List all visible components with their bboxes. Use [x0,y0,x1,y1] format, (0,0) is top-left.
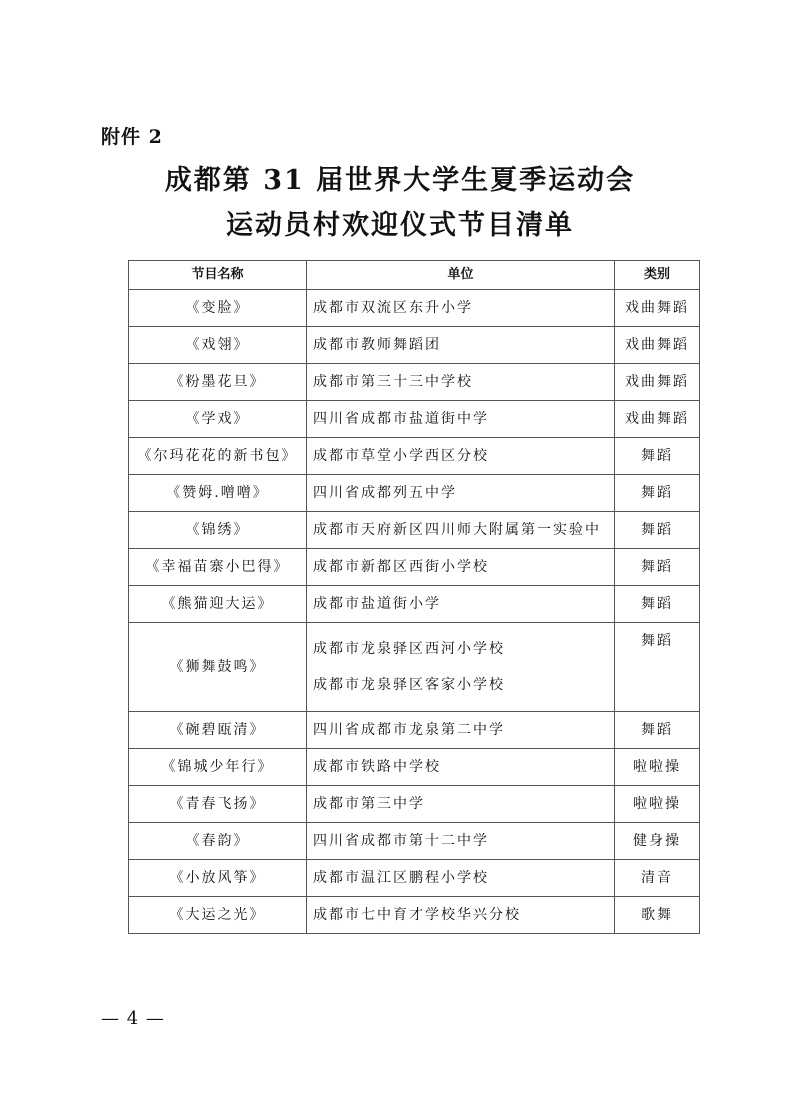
program-name-cell: 《大运之光》 [129,897,307,934]
program-name-cell: 《青春飞扬》 [129,786,307,823]
unit-name: 成都市第三十三中学校 [313,374,473,390]
unit-cell [307,786,615,823]
table-row [129,860,700,897]
header-category: 类别 [615,261,700,290]
category-cell: 舞蹈 [615,512,700,549]
category-cell: 清音 [615,860,700,897]
category-cell: 舞蹈 [615,438,700,475]
document-title-line-2: 运动员村欢迎仪式节目清单 [226,210,574,241]
unit-cell [307,438,615,475]
category-cell: 舞蹈 [615,586,700,623]
table-row [129,438,700,475]
unit-name: 成都市温江区鹏程小学校 [313,870,489,886]
unit-cell [307,712,615,749]
unit-name: 成都市天府新区四川师大附属第一实验中 [313,522,601,538]
category-cell: 戏曲舞蹈 [615,401,700,438]
table-row [129,364,700,401]
program-name-cell: 《尔玛花花的新书包》 [129,438,307,475]
category-cell: 啦啦操 [615,749,700,786]
program-name-cell: 《春韵》 [129,823,307,860]
category-cell: 舞蹈 [615,475,700,512]
table-row [129,712,700,749]
category-cell: 舞蹈 [615,712,700,749]
table-row [129,290,700,327]
table-row [129,327,700,364]
category-cell: 戏曲舞蹈 [615,290,700,327]
program-name-cell: 《幸福苗寨小巴得》 [129,549,307,586]
header-program-name: 节目名称 [129,261,307,290]
category-cell: 歌舞 [615,897,700,934]
table-row [129,401,700,438]
unit-cell [307,860,615,897]
program-name-cell: 《粉墨花旦》 [129,364,307,401]
unit-cell [307,327,615,364]
unit-cell [307,623,615,712]
program-name-cell: 《戏翎》 [129,327,307,364]
unit-cell [307,290,615,327]
program-name-cell: 《变脸》 [129,290,307,327]
program-table [128,260,700,934]
unit-cell [307,401,615,438]
unit-name: 成都市七中育才学校华兴分校 [313,907,521,923]
table-row [129,512,700,549]
unit-name: 成都市教师舞蹈团 [313,337,441,353]
program-name-cell: 《小放风筝》 [129,860,307,897]
program-name-cell: 《熊猫迎大运》 [129,586,307,623]
unit-name: 成都市龙泉驿区西河小学校 [313,641,505,657]
unit-cell [307,823,615,860]
table-row [129,897,700,934]
attachment-label: 附件 2 [101,126,163,148]
unit-name: 成都市草堂小学西区分校 [313,448,489,464]
table-row [129,475,700,512]
table-row [129,786,700,823]
unit-name: 四川省成都市第十二中学 [313,833,489,849]
program-name-cell: 《碗碧瓯清》 [129,712,307,749]
unit-name: 成都市第三中学 [313,796,425,812]
unit-name: 成都市盐道街小学 [313,596,441,612]
unit-cell [307,749,615,786]
table-row [129,586,700,623]
unit-name: 成都市龙泉驿区客家小学校 [313,677,505,693]
unit-name: 四川省成都列五中学 [313,485,457,501]
table-row [129,749,700,786]
unit-name: 四川省成都市龙泉第二中学 [313,722,505,738]
table-header-row [129,261,700,290]
unit-cell [307,364,615,401]
program-name-cell: 《锦城少年行》 [129,749,307,786]
category-cell: 啦啦操 [615,786,700,823]
table-row [129,623,700,712]
category-cell: 健身操 [615,823,700,860]
header-unit: 单位 [307,261,615,290]
document-title-line-1: 成都第 31 届世界大学生夏季运动会 [164,165,636,196]
page-number: — 4 — [101,1008,165,1029]
unit-cell [307,549,615,586]
table-body [129,290,700,934]
program-name-cell: 《狮舞鼓鸣》 [129,623,307,712]
unit-cell [307,475,615,512]
category-cell: 舞蹈 [615,623,700,712]
program-name-cell: 《赞姆.噌噌》 [129,475,307,512]
category-cell: 舞蹈 [615,549,700,586]
program-name-cell: 《学戏》 [129,401,307,438]
unit-name: 成都市铁路中学校 [313,759,441,775]
unit-cell [307,586,615,623]
program-name-cell: 《锦绣》 [129,512,307,549]
unit-cell [307,512,615,549]
unit-name: 成都市新都区西街小学校 [313,559,489,575]
unit-cell [307,897,615,934]
table-row [129,823,700,860]
unit-name: 四川省成都市盐道街中学 [313,411,489,427]
category-cell: 戏曲舞蹈 [615,364,700,401]
unit-name: 成都市双流区东升小学 [313,300,473,316]
table-row [129,549,700,586]
category-cell: 戏曲舞蹈 [615,327,700,364]
